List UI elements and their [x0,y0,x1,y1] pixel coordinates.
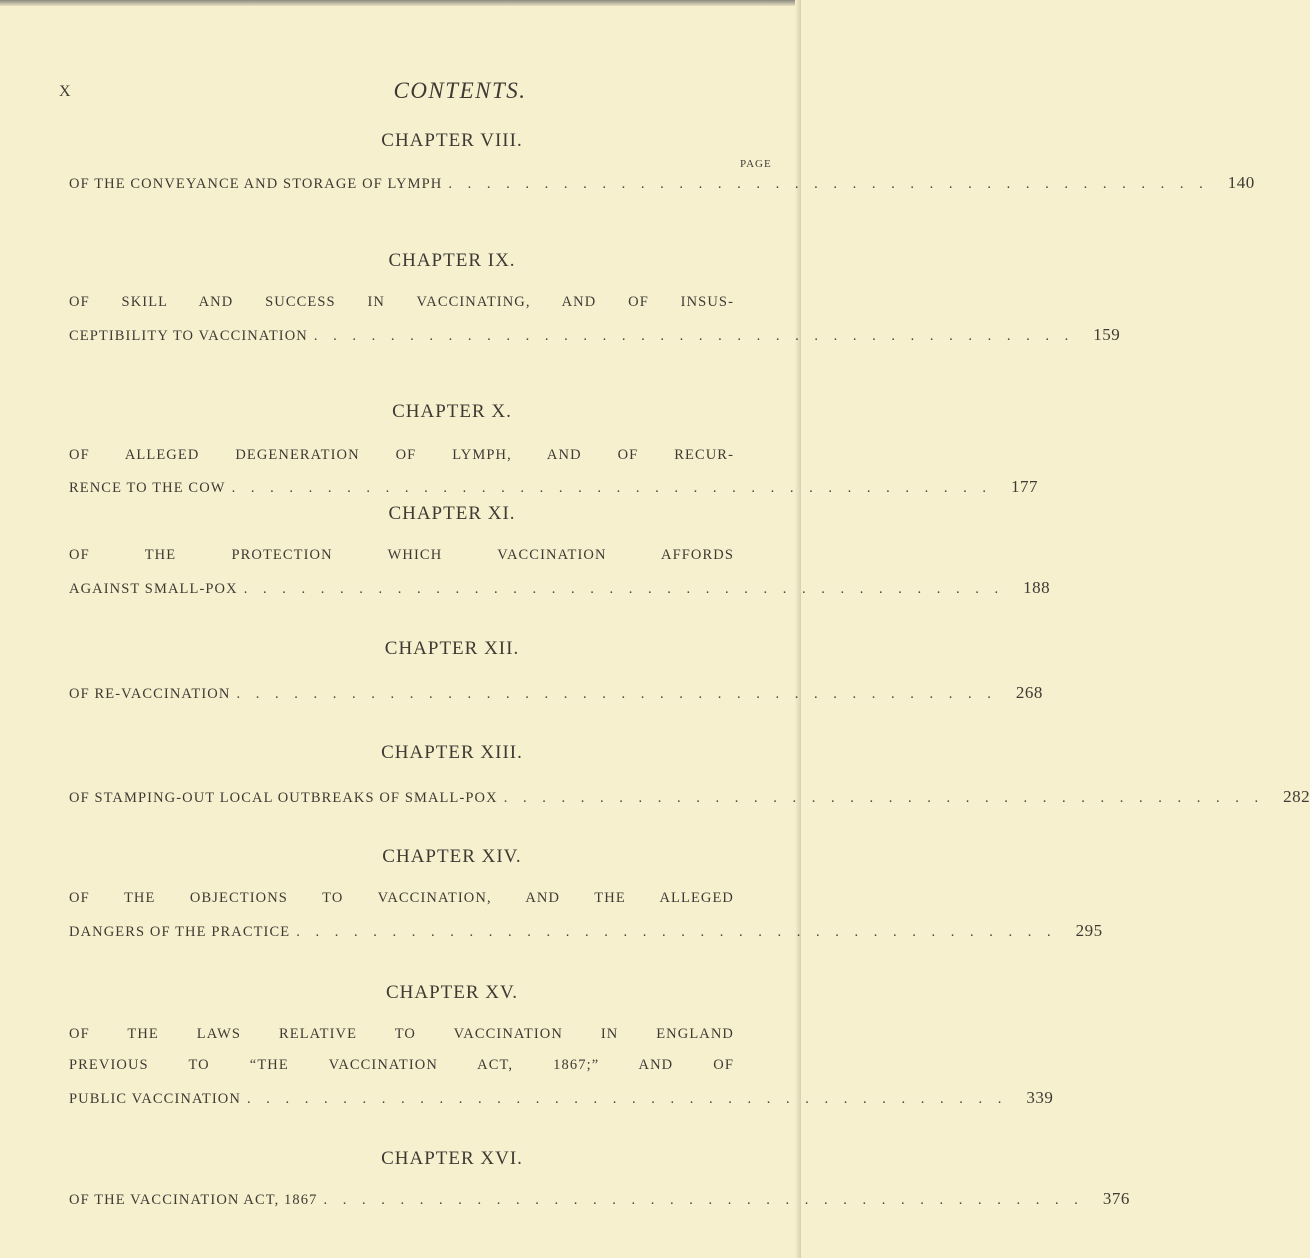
toc-entry-last-line [69,683,1043,703]
chapter-heading: CHAPTER XIII. [381,742,523,763]
toc-entry-line: OF ALLEGED DEGENERATION OF LYMPH, AND OF RECUR- [69,447,734,463]
page-number: 295 [1075,921,1103,940]
dot-leader: . . . . . . . . . . . . . . . . . . . . . . . . . . . . . . . . . . . . . . . . [323,1192,1084,1208]
dot-leader: . . . . . . . . . . . . . . . . . . . . . . . . . . . . . . . . . . . . . . . . [246,1091,1008,1107]
dot-leader: . . . . . . . . . . . . . . . . . . . . . . . . . . . . . . . . . . . . . . . . [231,480,992,496]
toc-entry-last-line [69,325,1121,345]
chapter-heading: CHAPTER XII. [384,638,520,659]
entry-text: PUBLIC VACCINATION [69,1091,241,1107]
chapter-heading: CHAPTER XIV. [382,846,522,867]
page-number: 376 [1102,1189,1130,1208]
chapter-heading: CHAPTER XV. [385,982,519,1003]
toc-entry-last-line [69,921,1103,941]
page-number: 339 [1026,1088,1054,1107]
entry-text: OF STAMPING-OUT LOCAL OUTBREAKS OF SMALL-POX [69,790,498,806]
page-number: 188 [1023,578,1051,597]
toc-entry-last-line [69,578,1051,598]
chapter-heading: CHAPTER VIII. [381,130,523,151]
dot-leader: . . . . . . . . . . . . . . . . . . . . . . . . . . . . . . . . . . . . . . . . [313,328,1075,344]
entry-text: OF RE-VACCINATION [69,686,231,702]
toc-entry-line: OF THE LAWS RELATIVE TO VACCINATION IN ENGLAND [69,1026,734,1042]
dot-leader: . . . . . . . . . . . . . . . . . . . . . . . . . . . . . . . . . . . . . . . . [236,686,997,702]
chapter-heading: CHAPTER XI. [388,503,516,524]
toc-entry-line: PREVIOUS TO “THE VACCINATION ACT, 1867;” AND OF [69,1057,734,1073]
chapter-heading: CHAPTER IX. [388,250,516,271]
page-top-edge-shadow [0,0,801,6]
entry-text: RENCE TO THE COW [69,480,226,496]
chapter-heading: CHAPTER XVI. [381,1148,523,1169]
toc-entry-last-line [69,1189,1130,1209]
page-number: 268 [1015,683,1043,702]
toc-entry-last-line [69,173,1255,193]
dot-leader: . . . . . . . . . . . . . . . . . . . . . . . . . . . . . . . . . . . . . . . . [448,176,1209,192]
toc-entry-last-line [69,477,1038,497]
page-number: 140 [1227,173,1255,192]
entry-text: CEPTIBILITY TO VACCINATION [69,328,308,344]
dot-leader: . . . . . . . . . . . . . . . . . . . . . . . . . . . . . . . . . . . . . . . . [296,924,1057,940]
page-number: 282 [1283,787,1310,806]
toc-entry-line: OF THE OBJECTIONS TO VACCINATION, AND THE ALLEGED [69,890,734,906]
toc-entry-line: OF SKILL AND SUCCESS IN VACCINATING, AND OF INSUS- [69,294,734,310]
entry-text: AGAINST SMALL-POX [69,581,238,597]
page-number: 159 [1093,325,1121,344]
page-number: 177 [1010,477,1038,496]
toc-entry-last-line [69,787,1310,807]
running-title: CONTENTS. [393,78,527,103]
dot-leader: . . . . . . . . . . . . . . . . . . . . . . . . . . . . . . . . . . . . . . . . [503,790,1265,806]
entry-text: DANGERS OF THE PRACTICE [69,924,291,940]
entry-text: OF THE VACCINATION ACT, 1867 [69,1192,318,1208]
chapter-heading: CHAPTER X. [392,401,512,422]
toc-entry-last-line [69,1088,1054,1108]
toc-entry-line: OF THE PROTECTION WHICH VACCINATION AFFORDS [69,547,734,563]
page-folio: X [59,83,72,100]
page-column-label: PAGE [740,158,772,170]
dot-leader: . . . . . . . . . . . . . . . . . . . . . . . . . . . . . . . . . . . . . . . . [243,581,1005,597]
entry-text: OF THE CONVEYANCE AND STORAGE OF LYMPH [69,176,443,192]
